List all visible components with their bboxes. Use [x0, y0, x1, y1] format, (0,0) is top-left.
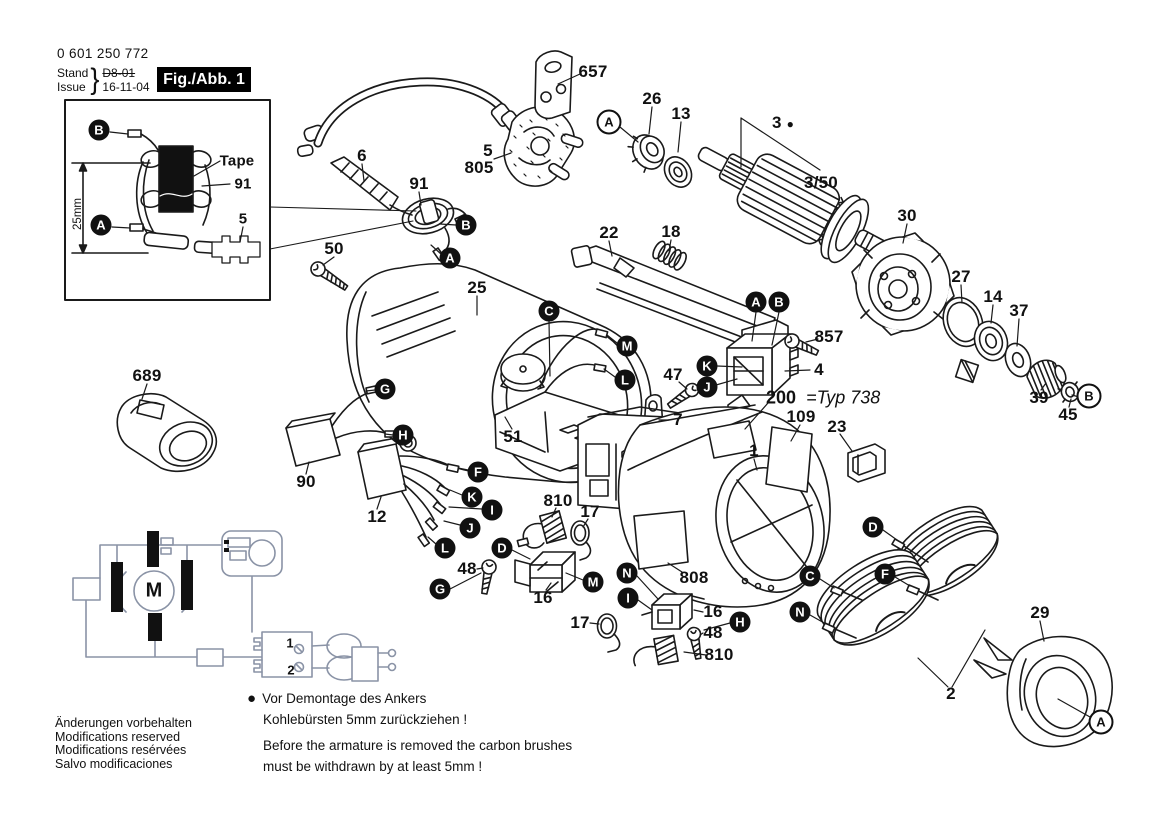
- power-cord: [297, 82, 508, 215]
- part-label-91-inset: 91: [234, 175, 252, 193]
- part-label-16-left: 16: [533, 588, 553, 607]
- part-label-13: 13: [671, 104, 691, 123]
- type-note-number: 200: [766, 387, 797, 408]
- terminal-badge-I2: I: [618, 588, 639, 609]
- terminal-badge-D-coil: D: [863, 517, 884, 538]
- part-label-50: 50: [324, 239, 344, 258]
- terminal-badge-C: C: [539, 301, 560, 322]
- mounting-bracket: [535, 51, 572, 118]
- part-number: 0 601 250 772: [57, 46, 149, 61]
- part-label-6: 6: [357, 146, 367, 165]
- part-label-1: 1: [749, 441, 759, 460]
- brace-glyph: }: [90, 62, 100, 96]
- terminal-badge-G2: G: [430, 579, 451, 600]
- spring-18: [651, 239, 689, 271]
- modifications-note: [55, 717, 192, 771]
- key-washer: [956, 360, 979, 383]
- part-label-3-50: 3/50: [804, 173, 838, 192]
- terminal-badge-F-coil: F: [875, 564, 896, 585]
- issue-value: 16-11-04: [102, 79, 150, 94]
- part-label-18: 18: [661, 222, 681, 241]
- part-label-51: 51: [503, 427, 523, 446]
- note-de-line1: Vor Demontage des Ankers: [262, 691, 427, 706]
- ball-bearing-13: [659, 152, 697, 192]
- terminal-badge-L2: L: [435, 538, 456, 559]
- part-label-26: 26: [642, 89, 662, 108]
- part-label-27: 27: [951, 267, 971, 286]
- terminal-badge-B-inset: B: [89, 120, 110, 141]
- part-label-857: 857: [814, 327, 844, 346]
- part-label-14: 14: [983, 287, 1003, 306]
- schematic-motor-label: M: [145, 579, 163, 602]
- note-de-line2: Kohlebürsten 5mm zurückziehen !: [263, 711, 468, 727]
- part-label-45: 45: [1058, 405, 1078, 424]
- footer-line-en: Modifications reserved: [55, 729, 181, 744]
- terminal-badge-N-coil: N: [790, 602, 811, 623]
- part-label-810-left: 810: [543, 491, 573, 510]
- brush-cap-right: [598, 614, 620, 652]
- stand-label: Stand: [57, 65, 89, 80]
- part-label-5: 5: [483, 141, 493, 160]
- part-label-17-right: 17: [570, 613, 590, 632]
- part-label-25: 25: [467, 278, 487, 297]
- terminal-badge-C-coil: C: [800, 566, 821, 587]
- part-label-22: 22: [599, 223, 619, 242]
- tape-label: Tape: [219, 152, 255, 170]
- part-label-805: 805: [464, 158, 494, 177]
- terminal-badge-B-switch: B: [769, 292, 790, 313]
- terminal-badge-A-inset: A: [91, 215, 112, 236]
- footer-line-fr: Modifications resérvées: [55, 743, 187, 757]
- inset-detail-box: [65, 100, 416, 300]
- bullet-marker: ●: [786, 117, 795, 131]
- terminal-badge-N: N: [617, 563, 638, 584]
- terminal-badge-M2: M: [583, 572, 604, 593]
- dimension-25mm: 25mm: [71, 198, 84, 230]
- terminal-badge-K: K: [462, 487, 483, 508]
- issue-label: Issue: [57, 79, 86, 94]
- extraction-nozzle-689: [117, 394, 219, 474]
- ref-badge-A-armature: A: [597, 110, 622, 135]
- terminal-badge-G: G: [375, 379, 396, 400]
- wiring-schematic: [73, 531, 396, 681]
- part-label-90: 90: [296, 472, 316, 491]
- screw-50: [308, 259, 350, 294]
- mains-plug: [490, 102, 584, 186]
- terminal-badge-A: A: [440, 248, 461, 269]
- footer-line-de: Änderungen vorbehalten: [55, 716, 192, 730]
- terminal-badge-J: J: [460, 518, 481, 539]
- note-bullet: ●: [247, 690, 257, 707]
- sheet-header: [57, 46, 150, 95]
- terminal-badge-H2: H: [730, 612, 751, 633]
- part-label-48-left: 48: [457, 559, 477, 578]
- terminal-badge-L: L: [615, 370, 636, 391]
- type-note-value: =Typ 738: [806, 387, 881, 408]
- part-label-91: 91: [409, 174, 429, 193]
- terminal-badge-F: F: [468, 462, 489, 483]
- ref-badge-A-cover: A: [1089, 710, 1114, 735]
- part-label-109: 109: [786, 407, 816, 426]
- figure-label: Fig./Abb. 1: [157, 67, 251, 92]
- part-label-689: 689: [132, 366, 162, 385]
- part-label-39: 39: [1029, 388, 1049, 407]
- part-label-12: 12: [367, 507, 387, 526]
- terminal-badge-H: H: [393, 425, 414, 446]
- part-label-17-left: 17: [580, 502, 600, 521]
- part-label-7: 7: [673, 410, 683, 429]
- terminal-badge-I: I: [482, 500, 503, 521]
- part-label-2: 2: [946, 684, 956, 703]
- schematic-terminal-2: 2: [287, 662, 295, 678]
- terminal-badge-K-switch: K: [697, 356, 718, 377]
- footer-line-es: Salvo modificaciones: [55, 756, 173, 771]
- terminal-badge-M: M: [617, 336, 638, 357]
- carbon-brush-left: [513, 511, 567, 552]
- brush-holder-left: [515, 552, 575, 592]
- terminal-badge-D: D: [492, 538, 513, 559]
- part-label-37: 37: [1009, 301, 1029, 320]
- part-label-16-right: 16: [703, 602, 723, 621]
- part-label-48-right: 48: [703, 623, 723, 642]
- part-label-30: 30: [897, 206, 917, 225]
- part-label-4: 4: [814, 360, 824, 379]
- part-label-23: 23: [827, 417, 847, 436]
- part-label-5-inset: 5: [238, 210, 248, 228]
- schematic-terminal-1: 1: [286, 635, 294, 651]
- stand-value: D8-01: [102, 65, 136, 80]
- ref-badge-B-gear: B: [1077, 384, 1102, 409]
- terminal-badge-B: B: [456, 215, 477, 236]
- part-label-808: 808: [679, 568, 709, 587]
- screw-48-left: [477, 559, 497, 595]
- part-label-810-right: 810: [704, 645, 734, 664]
- terminal-badge-A-switch: A: [746, 292, 767, 313]
- note-en-line2: must be withdrawn by at least 5mm !: [263, 758, 483, 774]
- note-en-line1: Before the armature is removed the carbon brushes: [263, 738, 573, 753]
- type-note: [766, 388, 880, 409]
- part-label-657: 657: [578, 62, 608, 81]
- terminal-badge-J-switch: J: [697, 377, 718, 398]
- part-label-29: 29: [1030, 603, 1050, 622]
- part-label-3: 3 ●: [771, 113, 795, 132]
- part-label-47: 47: [663, 365, 683, 384]
- clip-button-23: [848, 444, 885, 482]
- carbon-brush-right: [631, 635, 678, 668]
- service-note: [247, 689, 587, 777]
